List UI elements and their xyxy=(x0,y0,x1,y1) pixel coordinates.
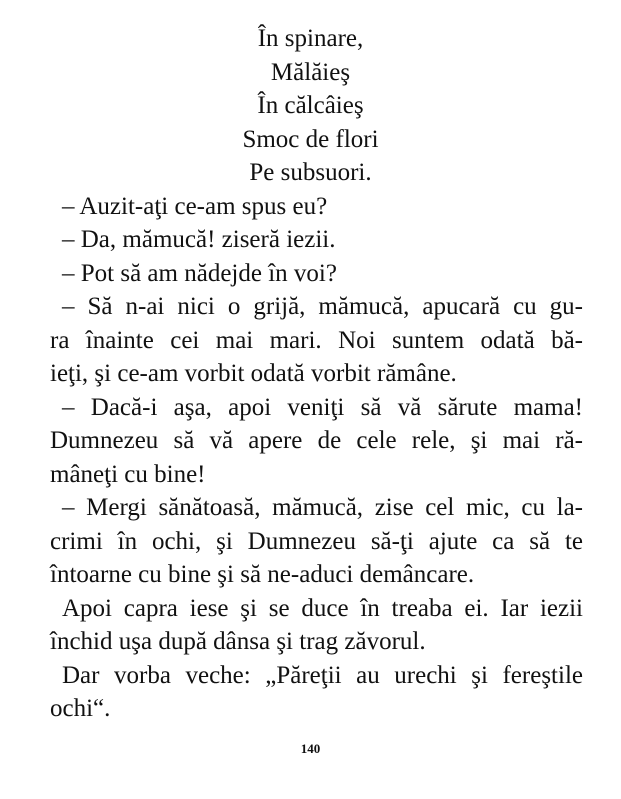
dialogue-paragraph xyxy=(38,257,583,291)
text-line: – Să n-ai nici o grijă, mămucă, apucară cu gu- xyxy=(62,293,583,320)
verse-line: În călcâieş xyxy=(257,92,364,119)
page-number: 140 xyxy=(300,741,321,756)
text-line: întoarne cu bine şi să ne-aduci demâncare. xyxy=(50,561,475,588)
text-line: Dar vorba veche: „Păreţii au urechi şi fereştile xyxy=(62,661,583,689)
dialogue-paragraph xyxy=(38,223,583,257)
text-line: ra înainte cei mai mari. Noi suntem odată bă- xyxy=(50,326,583,354)
text-line: ochi“. xyxy=(50,695,111,722)
text-line: crimi în ochi, şi Dumnezeu să-ţi ajute ca să te xyxy=(50,527,583,555)
text-line: ieţi, şi ce-am vorbit odată vorbit rămâne. xyxy=(50,360,457,387)
text-line: – Da, mămucă! ziseră iezii. xyxy=(62,226,336,253)
dialogue-paragraph xyxy=(38,391,583,492)
text-line: – Auzit-aţi ce-am spus eu? xyxy=(62,192,328,220)
prose-block xyxy=(38,190,583,726)
dialogue-paragraph xyxy=(38,290,583,391)
narrative-paragraph xyxy=(38,659,583,726)
text-line: – Dacă-i aşa, apoi veniţi să vă sărute mama! xyxy=(62,393,583,421)
text-line: – Mergi sănătoasă, mămucă, zise cel mic, cu la- xyxy=(62,494,583,521)
verse-block xyxy=(38,22,583,190)
dialogue-paragraph xyxy=(38,491,583,592)
text-line: – Pot să am nădejde în voi? xyxy=(62,259,337,287)
text-line: mâneţi cu bine! xyxy=(50,460,206,488)
verse-line: Pe subsuori. xyxy=(249,159,372,186)
text-line: Apoi capra iese şi se duce în treaba ei. Iar iezii xyxy=(62,594,583,622)
verse-line: Mălăieş xyxy=(270,58,351,86)
text-line: Dumnezeu să vă apere de cele rele, şi mai ră- xyxy=(50,427,583,454)
narrative-paragraph xyxy=(38,592,583,659)
verse-line: În spinare, xyxy=(257,25,364,52)
verse-line: Smoc de flori xyxy=(242,125,379,153)
text-line: închid uşa după dânsa şi trag zăvorul. xyxy=(50,628,426,655)
page-body xyxy=(38,22,583,726)
dialogue-paragraph xyxy=(38,190,583,224)
